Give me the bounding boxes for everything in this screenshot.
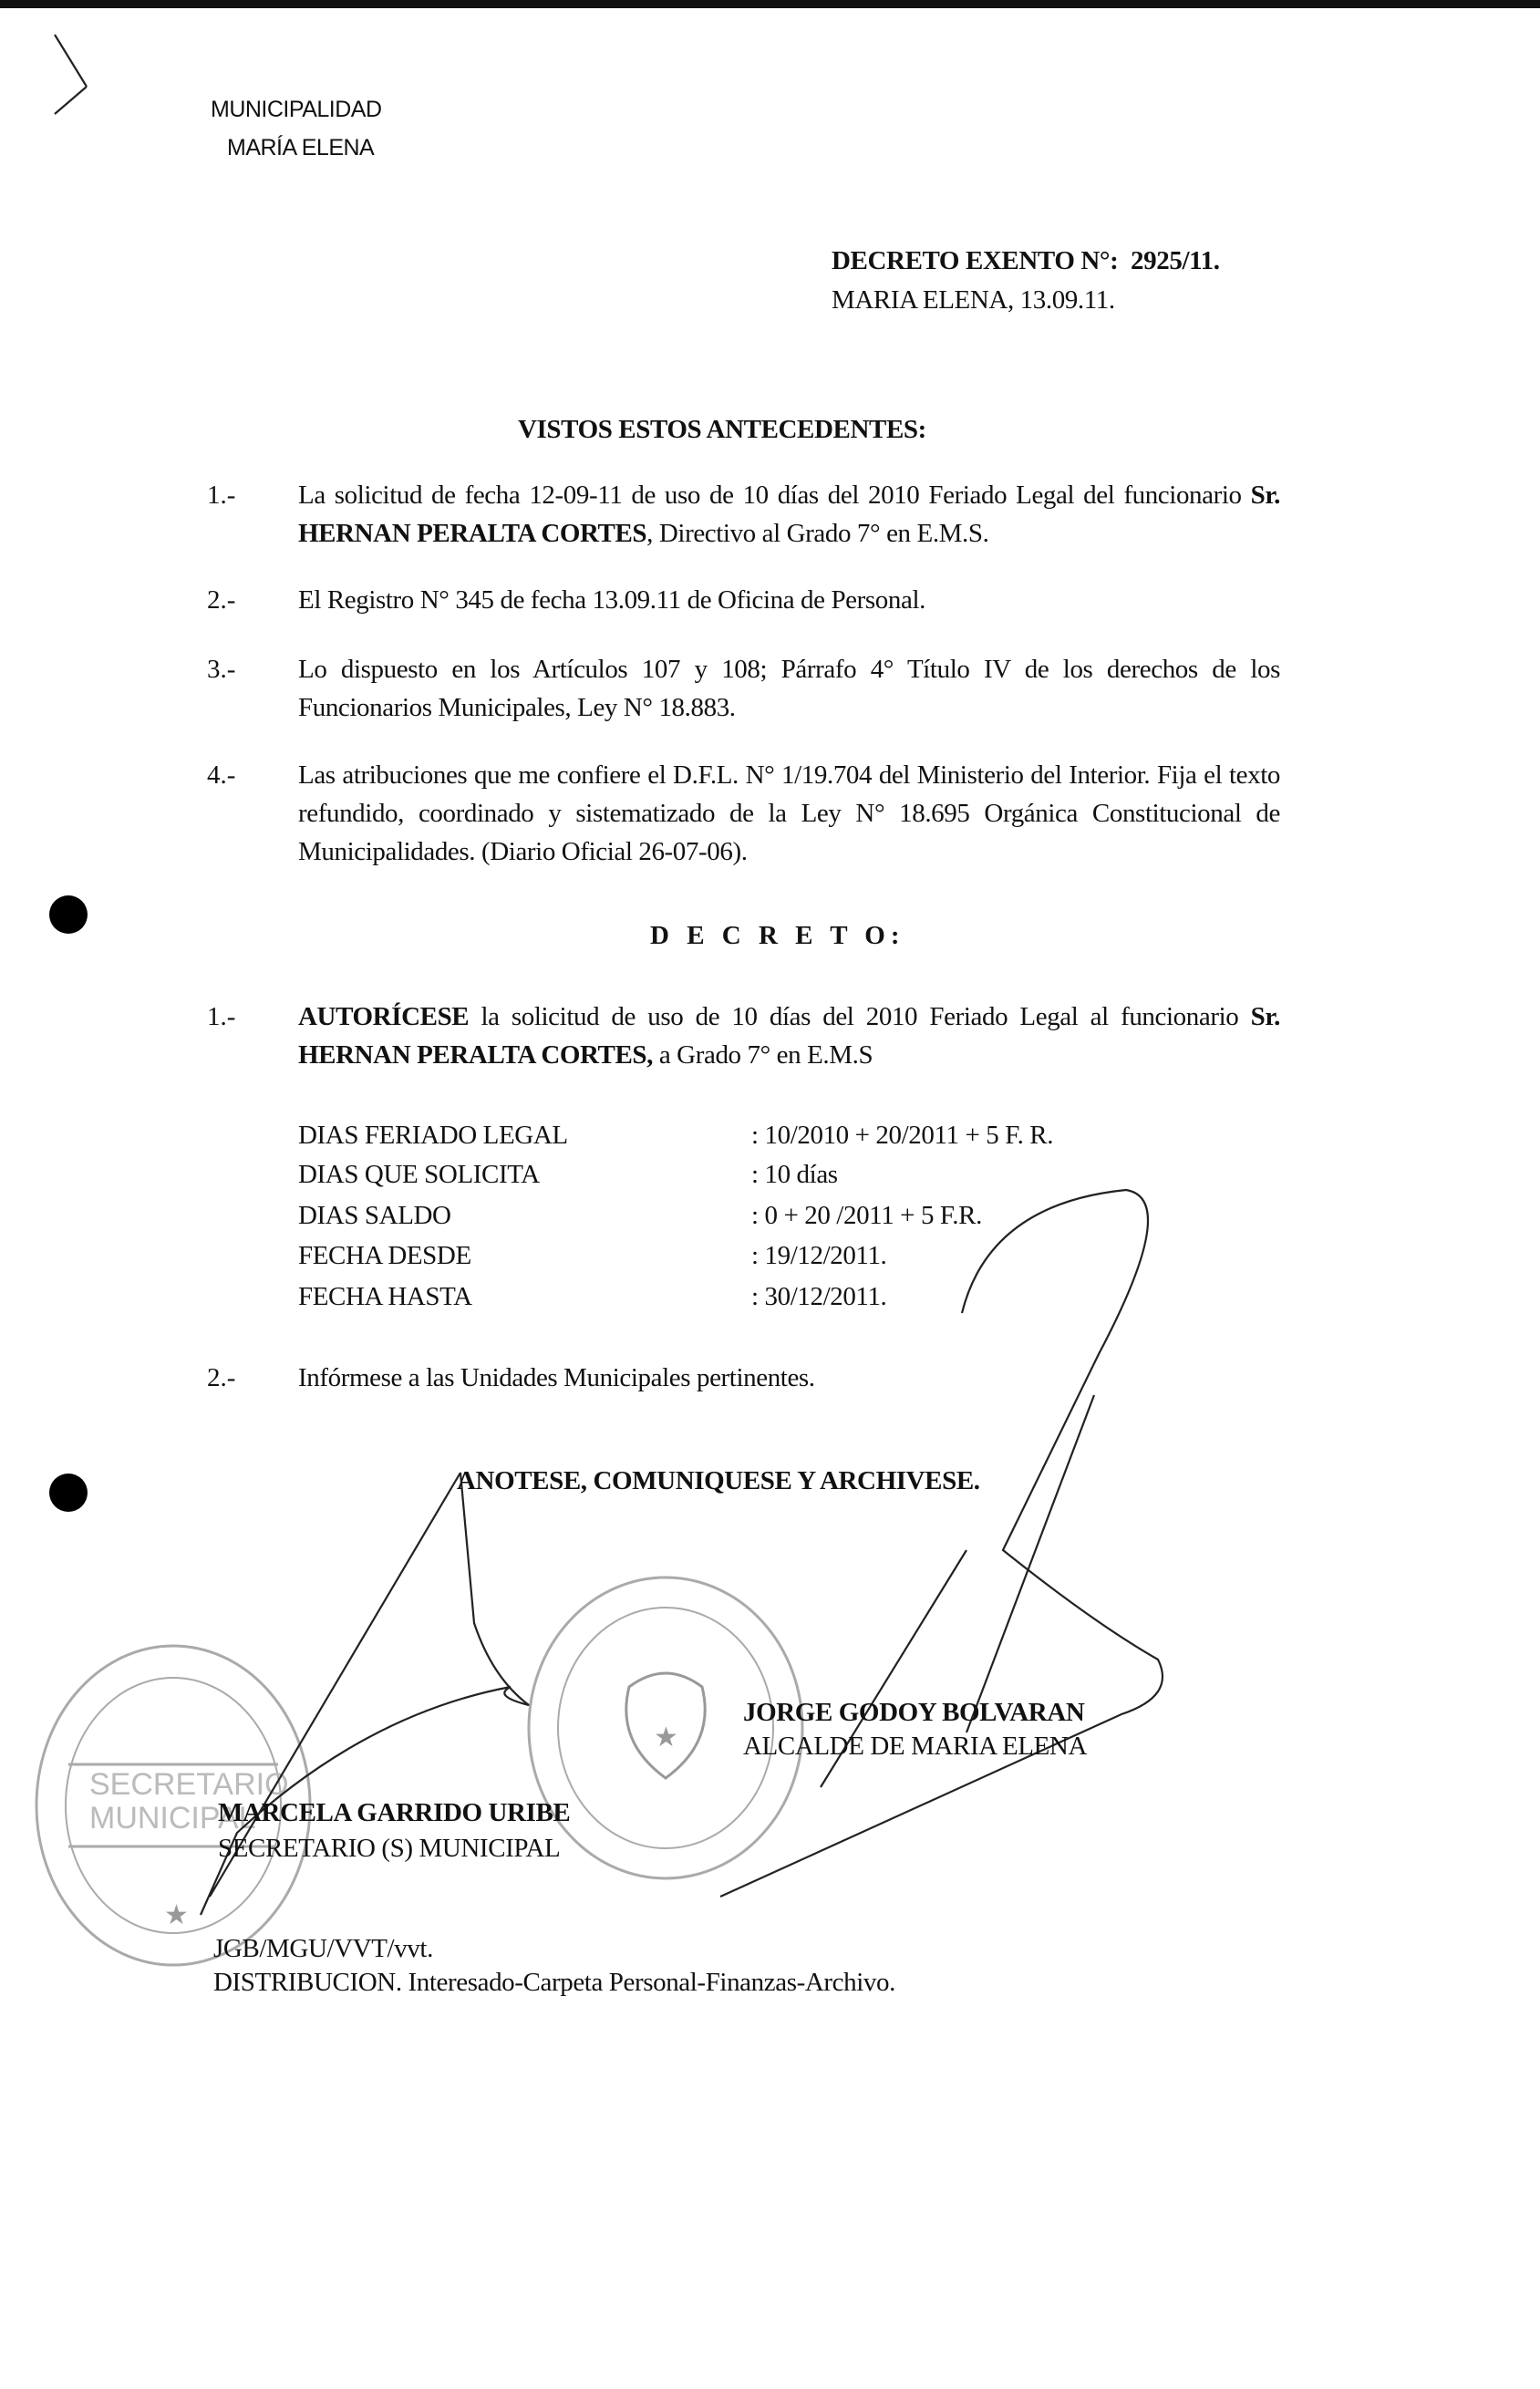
distribution: DISTRIBUCION. Interesado-Carpeta Personal-Finanzas-Archivo. bbox=[213, 1968, 895, 1997]
municipality-name: MUNICIPALIDAD bbox=[211, 97, 382, 122]
section-title-vistos: VISTOS ESTOS ANTECEDENTES: bbox=[518, 415, 926, 444]
authorize-keyword: AUTORÍCESE bbox=[298, 1002, 470, 1031]
decree-number bbox=[832, 242, 1220, 280]
mayor-title: ALCALDE DE MARIA ELENA bbox=[743, 1732, 1088, 1761]
closing-formula: ANOTESE, COMUNIQUESE Y ARCHIVESE. bbox=[457, 1466, 980, 1495]
employee-name: Sr. HERNAN PERALTA CORTES bbox=[298, 481, 1280, 548]
vistos-item-2: El Registro N° 345 de fecha 13.09.11 de Oficina de Personal. bbox=[298, 585, 925, 615]
row-value: : 19/12/2011. bbox=[751, 1241, 887, 1270]
row-value: : 30/12/2011. bbox=[751, 1282, 887, 1311]
row-label: DIAS FERIADO LEGAL bbox=[298, 1121, 568, 1150]
initials: JGB/MGU/VVT/vvt. bbox=[213, 1934, 433, 1963]
municipality-city: MARÍA ELENA bbox=[227, 135, 375, 160]
leave-table-row bbox=[298, 1155, 838, 1194]
employee-name: Sr. HERNAN PERALTA CORTES, bbox=[298, 1002, 1280, 1070]
leave-table-row bbox=[298, 1277, 887, 1316]
mayor-name: JORGE GODOY BOLVARAN bbox=[743, 1698, 1085, 1727]
row-label: DIAS SALDO bbox=[298, 1201, 451, 1230]
item-number: 2.- bbox=[207, 1363, 236, 1392]
decreto-item-1 bbox=[298, 998, 1280, 1074]
svg-text:★: ★ bbox=[164, 1900, 189, 1930]
leave-table-row bbox=[298, 1236, 887, 1275]
item-number: 4.- bbox=[207, 760, 236, 790]
item-text: , Directivo al Grado 7° en E.M.S. bbox=[646, 519, 989, 548]
row-label: DIAS QUE SOLICITA bbox=[298, 1160, 540, 1189]
leave-table-row bbox=[298, 1196, 982, 1235]
vistos-item-1 bbox=[298, 476, 1280, 553]
secretary-title: SECRETARIO (S) MUNICIPAL bbox=[218, 1834, 561, 1863]
leave-table-row bbox=[298, 1116, 1054, 1154]
punch-hole bbox=[49, 1474, 88, 1512]
row-label: FECHA HASTA bbox=[298, 1282, 472, 1311]
decreto-item-2: Infórmese a las Unidades Municipales pertinentes. bbox=[298, 1363, 815, 1392]
row-value: : 0 + 20 /2011 + 5 F.R. bbox=[751, 1201, 982, 1230]
item-number: 3.- bbox=[207, 655, 236, 684]
item-number: 1.- bbox=[207, 481, 236, 510]
row-value: : 10 días bbox=[751, 1160, 838, 1189]
row-value: : 10/2010 + 20/2011 + 5 F. R. bbox=[751, 1121, 1054, 1150]
secretary-name: MARCELA GARRIDO URIBE bbox=[218, 1798, 571, 1827]
item-text: La solicitud de fecha 12-09-11 de uso de 10 días del 2010 Feriado Legal del funcionario bbox=[298, 481, 1251, 510]
item-text: a Grado 7° en E.M.S bbox=[653, 1040, 873, 1070]
item-number: 1.- bbox=[207, 1002, 236, 1031]
vistos-item-4: Las atribuciones que me confiere el D.F.L. N° 1/19.704 del Ministerio del Interior. Fija el texto refundido, coordinado y sistematizado de la Ley N° 18.695 Orgánica Constitucional de Municipalidades. (Diario Oficial 26-07-06). bbox=[298, 760, 1280, 866]
stamp-text: SECRETARIO bbox=[89, 1767, 289, 1802]
item-text: la solicitud de uso de 10 días del 2010 Feriado Legal al funcionario bbox=[469, 1002, 1251, 1031]
item-number: 2.- bbox=[207, 585, 236, 615]
section-title-decreto: D E C R E T O: bbox=[650, 921, 905, 950]
punch-hole bbox=[49, 895, 88, 934]
place-date: MARIA ELENA, 13.09.11. bbox=[832, 285, 1115, 315]
decree-number-label: DECRETO EXENTO N°: bbox=[832, 246, 1119, 275]
row-label: FECHA DESDE bbox=[298, 1241, 471, 1270]
vistos-item-3: Lo dispuesto en los Artículos 107 y 108; Párrafo 4° Título IV de los derechos de los Funcionarios Municipales, Ley N° 18.883. bbox=[298, 655, 1280, 722]
stamp-text: MUNICIPAL bbox=[89, 1801, 256, 1836]
decree-number-value: 2925/11. bbox=[1131, 246, 1220, 275]
svg-text:★: ★ bbox=[654, 1722, 678, 1753]
